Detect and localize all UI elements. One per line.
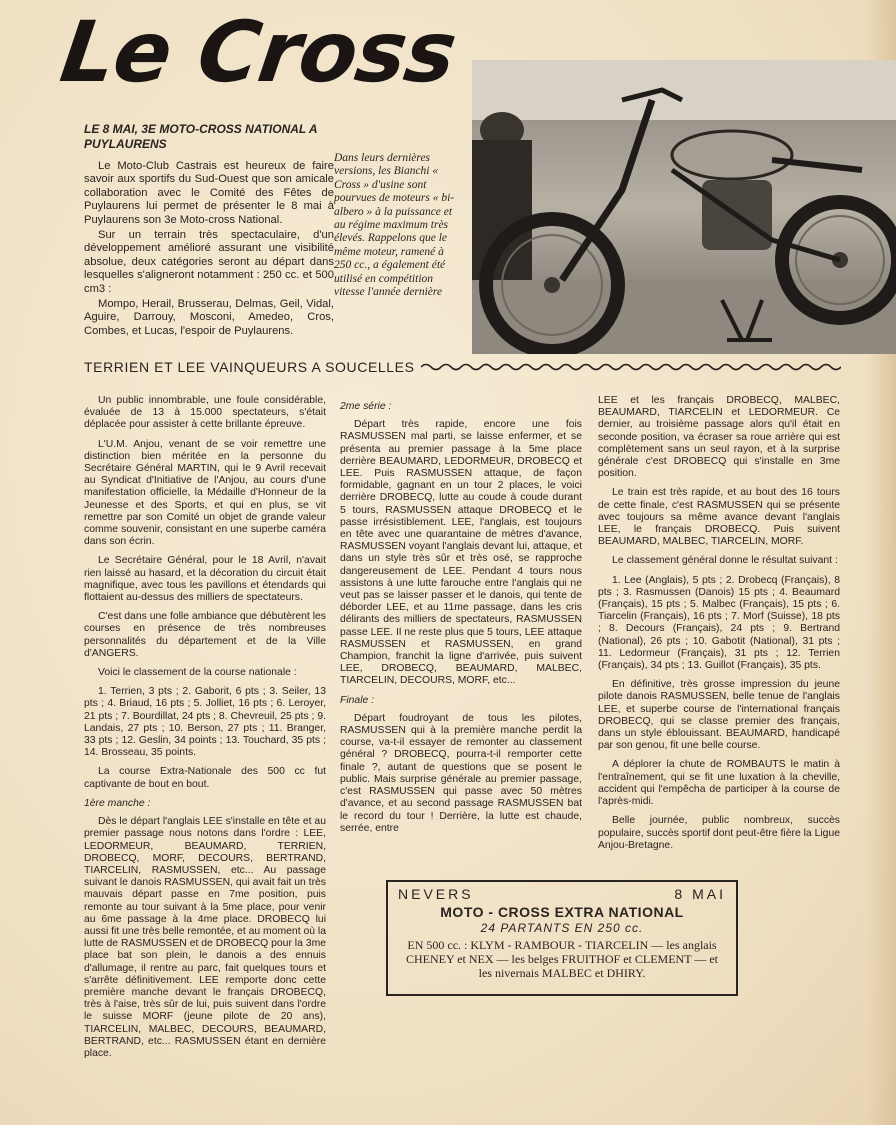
section-heading-text: TERRIEN ET LEE VAINQUEURS A SOUCELLES xyxy=(84,359,415,375)
paragraph: Voici le classement de la course nationale : xyxy=(98,667,297,679)
box-body: EN 500 cc. : KLYM - RAMBOUR - TIARCELIN — les anglais CHENEY et NEX — les belges FRUITHOF et CLEMENT — et les nivernais MALBEC et DHIRY. xyxy=(406,938,718,980)
subheading-2me-serie: 2me série : xyxy=(340,401,392,412)
paragraph: LEE et les français DROBECQ, MALBEC, BEAUMARD, TIARCELIN et LEDORMEUR. Ce dernier, au troisième passage alors qu'il était en seconde position, va écraser sa roue arrière qui est complètement sans un seul rayon, et à la surprise générale c'est DROBECQ qui s'installe en 3me position. xyxy=(598,395,840,480)
photo-caption: Dans leurs dernières versions, les Bianchi « Cross » d'usine sont pourvues de moteurs « bi-albero » à la puissance et au régime maximum très élevés. Rappelons que le même moteur, ramené à 250 cc., a également été utilisé en compétition vitesse l'année dernière xyxy=(334,152,455,299)
intro-paragraph: Sur un terrain très spectaculaire, d'un développement amélioré assurant une visibilité absolue, deux catégories seront au départ dans lesquelles s'aligneront notamment : 250 cc. et 500 cm3 : xyxy=(84,229,334,295)
nevers-announcement-box xyxy=(386,880,738,996)
wavy-rule-icon xyxy=(421,362,841,372)
intro-paragraph: Le Moto-Club Castrais est heureux de faire savoir aux sportifs du Sud-Ouest que son amicale collaboration avec le Comité des Fêtes de Puylaurens lui permet de présenter le 8 mai à Puylaurens son 3e Moto-cross National. xyxy=(84,160,334,226)
paragraph: Départ foudroyant de tous les pilotes, RASMUSSEN qui à la première manche perdit la course, va-t-il essayer de remonter au classement général ? DROBECQ, pourra-t-il remporter cette finale ?, autant de questions que se posent le public. Mais surprise générale au premier passage, c'est RASMUSSEN qui passe avec 50 mètres d'avance, et au second passage RASMUSSEN bat le record du tour ! Derrière, la lutte est chaude, serrée, entre xyxy=(340,712,582,834)
masthead-title: Le Cross xyxy=(55,3,462,101)
intro-paragraph: Mompo, Herail, Brusserau, Delmas, Geil, Vidal, Aguire, Darrouy, Mosconi, Amedeo, Cros, Combes, et Lucas, l'espoir de Puylaurens. xyxy=(84,298,334,337)
paragraph: C'est dans une folle ambiance que débutèrent les courses en présence de très nombreuses personnalités du département et de la Ville d'ANGERS. xyxy=(84,611,326,659)
paragraph: Départ très rapide, encore une fois RASMUSSEN mal parti, se laisse enfermer, et se présenta au premier passage à la 5me place derrière BEAUMARD, LEDORMEUR, DROBECQ et LEE. Puis RASMUSSEN attaque, de façon formidable, gagnant en un tour 2 places, le voici derrière DROBECQ, lutte au coude à coude durant 5 tours, RASMUSSEN attaque DROBECQ et le passe irrésistiblement. LEE, l'anglais, est toujours en tête avec une quarantaine de mètres d'avance, RASMUSSEN voyant l'anglais devant lui, attaque, et dans un style très sûr et très osé, se rapproche dangereusement de LEE. Pendant 4 tours nous assistons à une lutte farouche entre l'anglais qui ne veut pas se laisser passer et le danois, qui tente de déborder LEE, et au 11me passage, dans les cris délirants des milliers de spectateurs, RASMUSSEN passe LEE. Il ne reste plus que 5 tours, LEE attaque RASMUSSEN et RASMUSSEN, en grand Champion, franchit la ligne d'arrivée, puis suivent LEE, DROBECQ, BEAUMARD, MALBEC, TIARCELIN, DECOURS, MORF, etc... xyxy=(340,419,582,687)
subheading-finale: Finale : xyxy=(340,694,375,706)
paragraph: Dès le départ l'anglais LEE s'installe en tête et au premier passage nous notons dans l'ordre : LEE, LEDORMEUR, BEAUMARD, TERRIEN, DROBECQ, MORF, DECOURS, BERTRAND, TIARCELIN, RASMUSSEN, etc... Au passage suivant le danois RASMUSSEN, qui avait fait un très mauvais départ passe en 7me position, puis remonte au tour suivant à la 5me place, pour venir au 6me passage à la 4me place. DROBECQ lui aussi fit une très belle remontée, et au moment où la lutte de RASMUSSEN et de DROBECQ pour la 3me place bat son plein, le danois a des ennuis d'allumage, il rentre au parc, fait quelques tours et s'arrête définitivement. LEE remporte donc cette première manche devant le français DROBECQ, très à l'aise, très sûr de lui, puis suivent dans l'ordre le suisse MORF (jeune pilote de 20 ans), TIARCELIN, MALBEC, DECOURS, BEAUMARD, BERTRAND, etc... RASMUSSEN étant en dernière place. xyxy=(84,816,327,1059)
box-partants: 24 PARTANTS EN 250 cc. xyxy=(480,921,644,935)
subheading-1ere-manche: 1ère manche : xyxy=(84,797,151,809)
article-subhead: LE 8 MAI, 3E MOTO-CROSS NATIONAL A PUYLAURENS xyxy=(84,122,318,151)
motorcycle-illustration xyxy=(472,60,896,354)
results-general: 1. Lee (Anglais), 5 pts ; 2. Drobecq (Français), 8 pts ; 3. Rasmussen (Danois) 15 pts ; 4. Beaumard (Français), 15 pts ; 5. Malbec (Français), 15 pts ; 6. Tiarcelin (Français), 16 pts ; 7. Morf (Suisse), 18 pts ; 8. Decours (Français), 24 pts ; 9. Bertrand (National), 26 pts ; 10. Gabotit (National), 31 pts ; 11. Ledormeur (Français), 31 pts ; 12. Terrien (Français), 34 pts ; 13. Guillot (Français), 35 pts. xyxy=(598,574,840,672)
paragraph: Un public innombrable, une foule considérable, évaluée de 13 à 15.000 spectateurs, s'était déplacée pour assister à cette brillante épreuve. xyxy=(84,395,326,431)
box-title: MOTO - CROSS EXTRA NATIONAL xyxy=(440,904,684,920)
article-column-3 xyxy=(598,395,840,859)
results-national: 1. Terrien, 3 pts ; 2. Gaborit, 6 pts ; 3. Seiler, 13 pts ; 4. Briaud, 16 pts ; 5. Jolliet, 16 pts ; 6. Leroyer, 21 pts ; 7. Bourdillat, 24 pts ; 8. Chevreuil, 25 pts ; 9. Landais, 27 pts ; 10. Berson, 27 pts ; 11. Branger, 33 pts ; 12. Geslin, 34 points ; 13. Touchard, 35 pts ; 14. Brosseau, 35 points. xyxy=(84,686,326,759)
paragraph: La course Extra-Nationale des 500 cc fut captivante de bout en bout. xyxy=(84,766,326,790)
paragraph: A déplorer la chute de ROMBAUTS le matin à l'entraînement, qui se fit une luxation à la cheville, accident qui l'empêcha de participer à la course de l'après-midi. xyxy=(598,759,840,808)
paragraph: Le Secrétaire Général, pour le 18 Avril, n'avait rien laissé au hasard, et la décoration du circuit était magnifique, avec tous les pavillons et étendards qui flottaient au-dessus des milliers de spectateurs. xyxy=(84,555,326,604)
intro-text xyxy=(84,160,334,340)
paragraph: Le classement général donne le résultat suivant : xyxy=(612,555,838,567)
section-heading xyxy=(84,357,896,377)
paragraph: Belle journée, public nombreux, succès populaire, succès sportif dont peut-être fière la Ligue Anjou-Bretagne. xyxy=(598,815,841,851)
paragraph: Le train est très rapide, et au bout des 16 tours de cette finale, c'est RASMUSSEN qui se présente avec toujours sa même avance devant l'anglais LEE, le français DROBECQ. Puis suivent BEAUMARD, MALBEC, TIARCELIN, MORF. xyxy=(598,487,840,548)
article-column-2 xyxy=(340,395,582,842)
paragraph: En définitive, très grosse impression du jeune pilote danois RASMUSSEN, belle tenue de l'anglais LEE, et superbe course de l'international français DROBECQ, qui se classe premier des français, dans un style éblouissant. BEAUMARD, handicapé par son genou, fit une belle course. xyxy=(598,679,840,752)
motorcycle-photo xyxy=(472,60,896,354)
box-city: NEVERS xyxy=(398,886,474,902)
article-column-1 xyxy=(84,395,326,1067)
paragraph: L'U.M. Anjou, venant de se voir remettre une distinction bien méritée en la personne du Secrétaire Général MARTIN, qui le 9 Avril recevait au Syndicat d'Initiative de l'Anjou, au cours d'une manifestation officielle, la Médaille d'Honneur de la Jeunesse et des Sports, et qui en plus, se vit remettre par son Comité un objet de grande valeur comme souvenir, consistant en une superbe caméra dans son écrin. xyxy=(84,438,326,548)
box-date: 8 MAI xyxy=(674,886,726,902)
box-header xyxy=(398,886,726,902)
